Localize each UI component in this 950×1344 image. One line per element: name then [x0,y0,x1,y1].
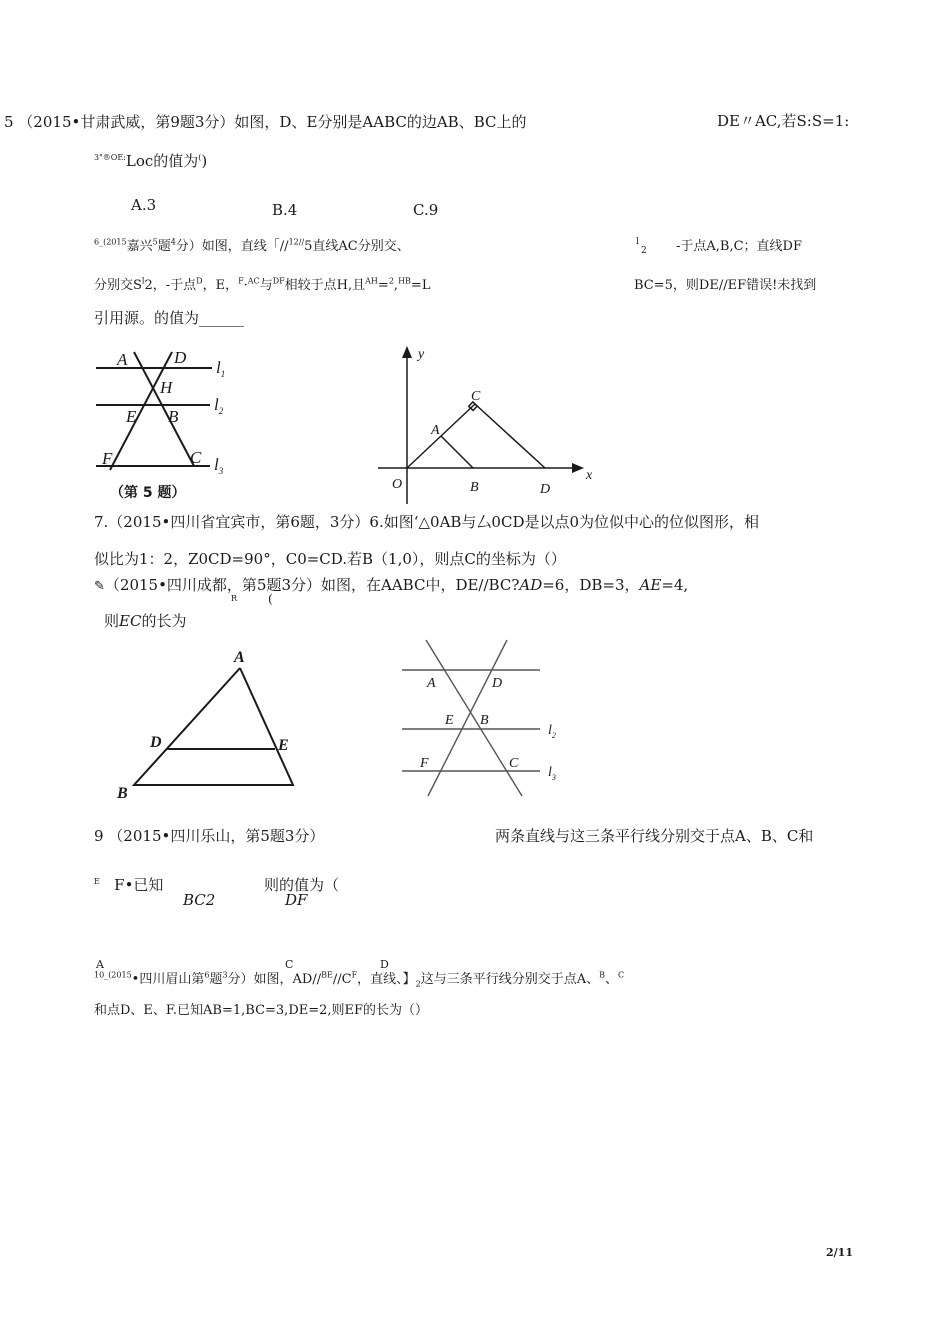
fig2-y-arrow [402,346,412,358]
q10-line1: $^{10\_(2015}$•四川眉山第$^6$题$^3$分）如图，$AD//^{BE}//C^F$，直线、】$_2$这与三条平行线分别交于点A、$^B$、$^C$ [94,970,625,989]
q9-line1-right: 两条直线与这三条平行线分别交于点A、B、C和 [495,827,814,845]
fig1-label-l2: $l_2$ [214,395,224,416]
fig4-label-l3: $l_3$ [548,765,556,782]
figure-coordinate-triangles [374,342,604,507]
fig1-label-l1: $l_1$ [216,358,226,379]
q5-option-b: B.4 [272,201,298,219]
fig1-label-d: D [174,348,187,367]
fig3-triangle [134,668,293,785]
q7-line1: 7.（2015•四川省宜宾市，第6题，3分）6.如图‘△0AB与厶0CD是以点0为位似中心的位似图形，相 [94,513,760,531]
q10-line2: 和点D、E、F.已知AB=1,BC=3,DE=2,则EF的长为（） [94,1003,429,1018]
q5-line1-right: DE〃AC,若S:S=1: [717,112,850,130]
fig2-x-arrow [572,463,584,473]
fig4-label-c: C [509,756,519,771]
fig2-label-d: D [540,482,551,497]
figure-triangle-de [110,644,310,809]
q8-line2: 则EC的长为 [104,612,187,630]
q7-line2: 似比为1：2，Z0CD=90°，C0=CD.若B（1,0），则点C的坐标为（） [94,550,566,568]
q8-line1: ✎（2015•四川成都，第5题3分）如图，在AABC中，DE//BC?AD=6，DB=3，AE=4, [94,576,689,594]
q9-option-d: D [380,958,389,971]
q8-subscript-paren: ( [268,592,273,606]
q9-fraction-df: DF [285,891,308,909]
fig4-label-a: A [427,676,436,691]
fig2-label-o: O [392,477,403,492]
fig2-label-c: C [471,389,481,404]
fig3-label-a: A [234,649,245,666]
q6-line2-right: BC=5，则DE//EF错误!未找到 [634,278,817,293]
q6-line1: $^{6\_(2015}$嘉兴$^5$题$^4$分）如图，直线「//$^{12//}$5直线AC分别交、 [94,237,410,254]
fig1-label-a: A [117,350,128,369]
fig1-label-h: H [160,378,173,397]
q5-line1-left: 5 （2015•甘肃武威，第9题3分）如图，D、E分别是AABC的边AB、BC上的 [4,113,527,131]
fig2-label-x: x [586,468,593,483]
fig1-label-b: B [168,407,179,426]
q6-line1-right: -于点A,B,C；直线DF [676,239,802,254]
fig4-label-b: B [480,713,489,728]
q9-line2-b: 则的值为（ [264,876,340,894]
fig4-label-l2: $l_2$ [548,723,556,740]
fig2-label-a: A [431,423,440,438]
q6-line2: 分别交$S^l2$，-于点$^D$，E，$^F$·$^{AC}$与$^{DF}$相较于点H,且$^{AH}$=$^2$,$^{HB}$=L [94,276,431,293]
fig3-label-e: E [278,737,289,754]
fig1-label-c: C [190,448,202,467]
q9-option-c: C [285,958,294,971]
q6-line3: 引用源。的值为______ [94,309,245,327]
fig4-label-f: F [420,756,429,771]
fig2-seg-cd [475,404,545,468]
q6-line1-l-mark: l 2 [636,237,647,256]
q9-option-a: A [96,958,104,971]
q9-line1-left: 9 （2015•四川乐山，第5题3分） [94,827,325,845]
fig2-label-b: B [470,480,479,495]
fig1-label-f: F [102,449,113,468]
fig2-seg-ab [441,436,473,468]
fig1-label-e: E [126,407,137,426]
q5-option-a: A.3 [131,196,157,214]
fig1-caption: （第 5 题） [110,485,186,501]
fig3-label-d: D [150,734,162,751]
q9-fraction-bc: BC2 [183,891,216,909]
q5-line2: $^{3"®OE:}$Loc的值为() [94,152,208,170]
page-number: 2/11 [826,1246,853,1259]
fig3-label-b: B [117,785,128,802]
fig2-label-y: y [418,347,425,362]
fig1-label-l3: $l_3$ [214,455,224,476]
q9-line2: $^E$ F•已知 [94,876,164,894]
figure-parallel-lines-1 [90,342,260,502]
figure-parallel-lines-2 [398,636,568,801]
fig4-label-d: D [492,676,503,691]
fig1-line-df [110,352,172,470]
q5-option-c: C.9 [413,201,439,219]
q8-subscript-r: R [231,594,238,603]
fig4-label-e: E [445,713,454,728]
